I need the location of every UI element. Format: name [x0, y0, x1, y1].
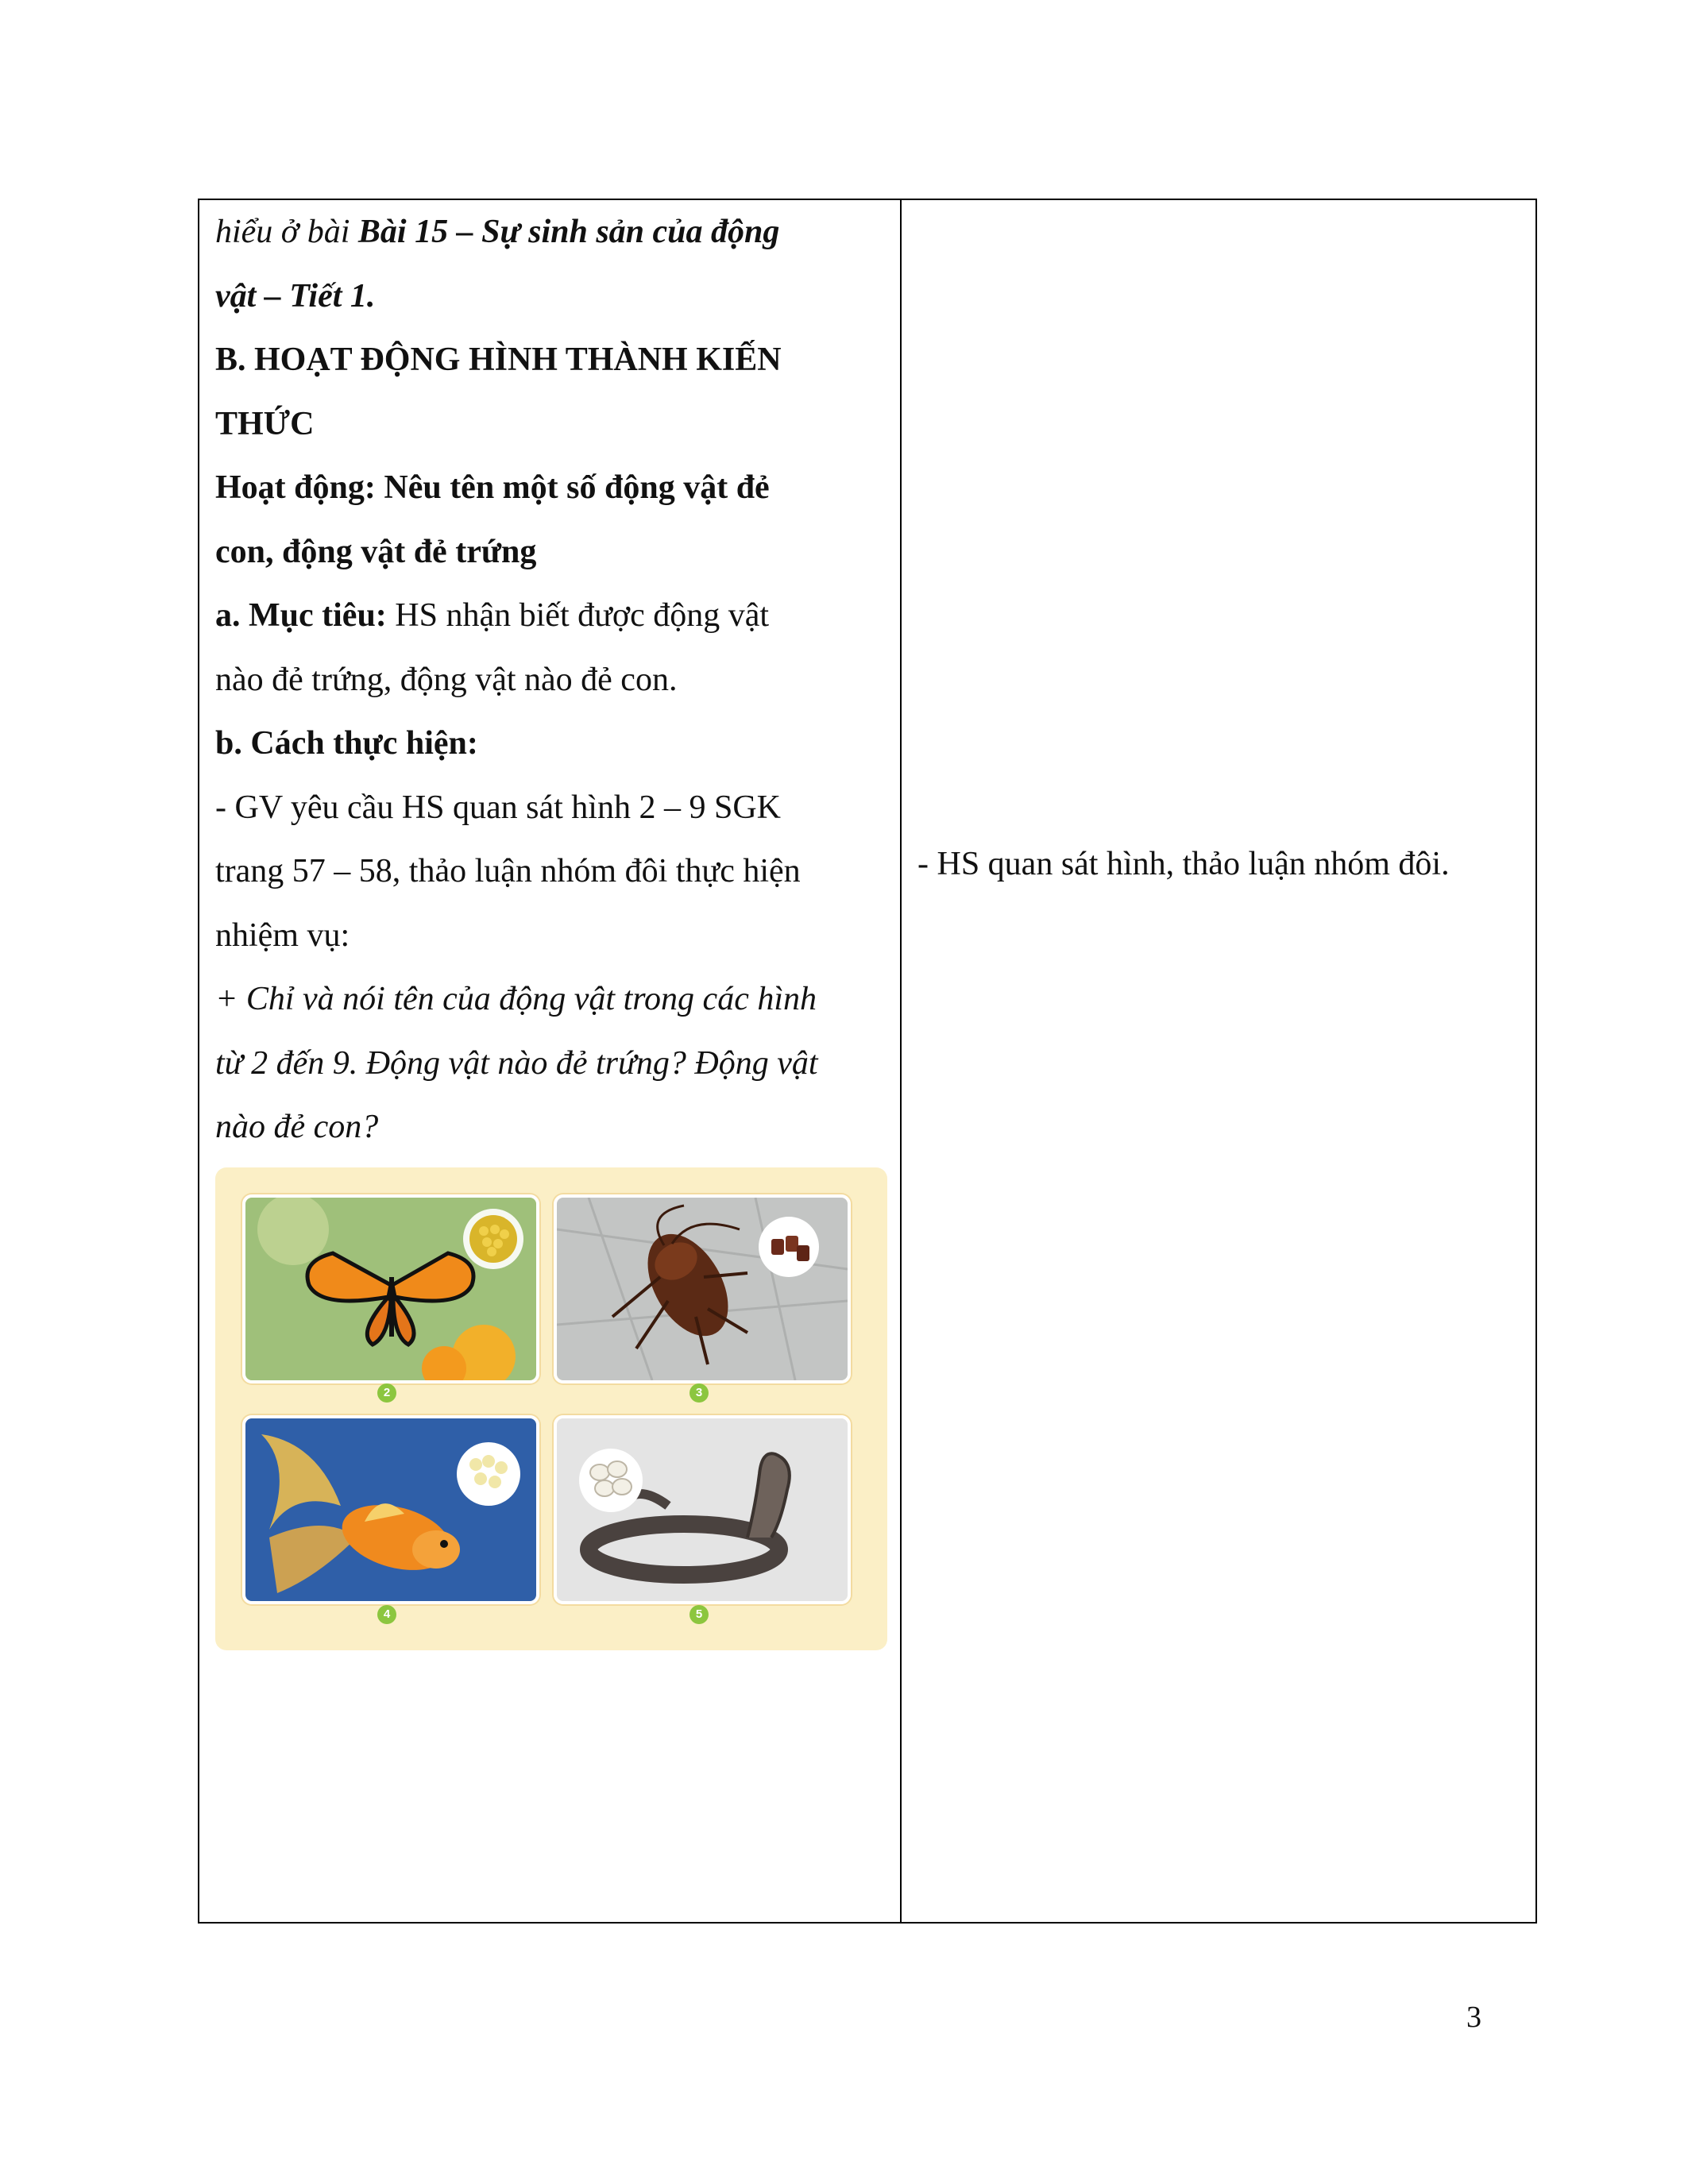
lesson-title-part-2: vật – Tiết 1. [215, 277, 376, 314]
student-activity-column [902, 200, 1535, 1922]
animal-figure [215, 1167, 887, 1650]
goldfish-image [242, 1415, 539, 1604]
goal-line-1 [215, 584, 886, 648]
section-heading-line-1: B. HOẠT ĐỘNG HÌNH THÀNH KIẾN [215, 341, 782, 378]
teacher-activity-column [199, 200, 902, 1922]
method-line-2: trang 57 – 58, thảo luận nhóm đôi thực hiện [215, 853, 801, 889]
butterfly-image [242, 1194, 539, 1383]
method-label: b. Cách thực hiện: [215, 725, 478, 762]
cobra-image [554, 1415, 851, 1604]
task-line-1: + Chỉ và nói tên của động vật trong các hình [215, 981, 817, 1017]
cockroach-image [554, 1194, 851, 1383]
activity-heading-line-1: Hoạt động: Nêu tên một số động vật đẻ [215, 469, 770, 506]
figure-number-4: 4 [377, 1605, 396, 1624]
method-line-1: - GV yêu cầu HS quan sát hình 2 – 9 SGK [215, 789, 781, 826]
student-response: - HS quan sát hình, thảo luận nhóm đôi. [917, 846, 1450, 882]
figure-number-3: 3 [689, 1383, 709, 1403]
method-line-3: nhiệm vụ: [215, 916, 350, 954]
figure-number-2: 2 [377, 1383, 396, 1403]
goal-label: a. Mục tiêu: [215, 597, 387, 634]
lesson-title-part-1: Bài 15 – Sự sinh sản của động [357, 214, 780, 250]
goal-text: HS nhận biết được động vật [386, 597, 770, 634]
intro-prefix: hiểu ở bài [215, 214, 358, 250]
goal-line-2: nào đẻ trứng, động vật nào đẻ con. [215, 661, 678, 698]
task-line-3: nào đẻ con? [215, 1109, 379, 1145]
page-number: 3 [1466, 2001, 1481, 2034]
activity-heading-line-2: con, động vật đẻ trứng [215, 533, 537, 570]
task-line-2: từ 2 đến 9. Động vật nào đẻ trứng? Động vật [215, 1044, 818, 1082]
section-heading-line-2: THỨC [215, 405, 315, 442]
intro-line-2 [215, 264, 886, 329]
lesson-table [198, 199, 1537, 1924]
intro-line-1 [215, 200, 886, 264]
figure-number-5: 5 [689, 1605, 709, 1624]
